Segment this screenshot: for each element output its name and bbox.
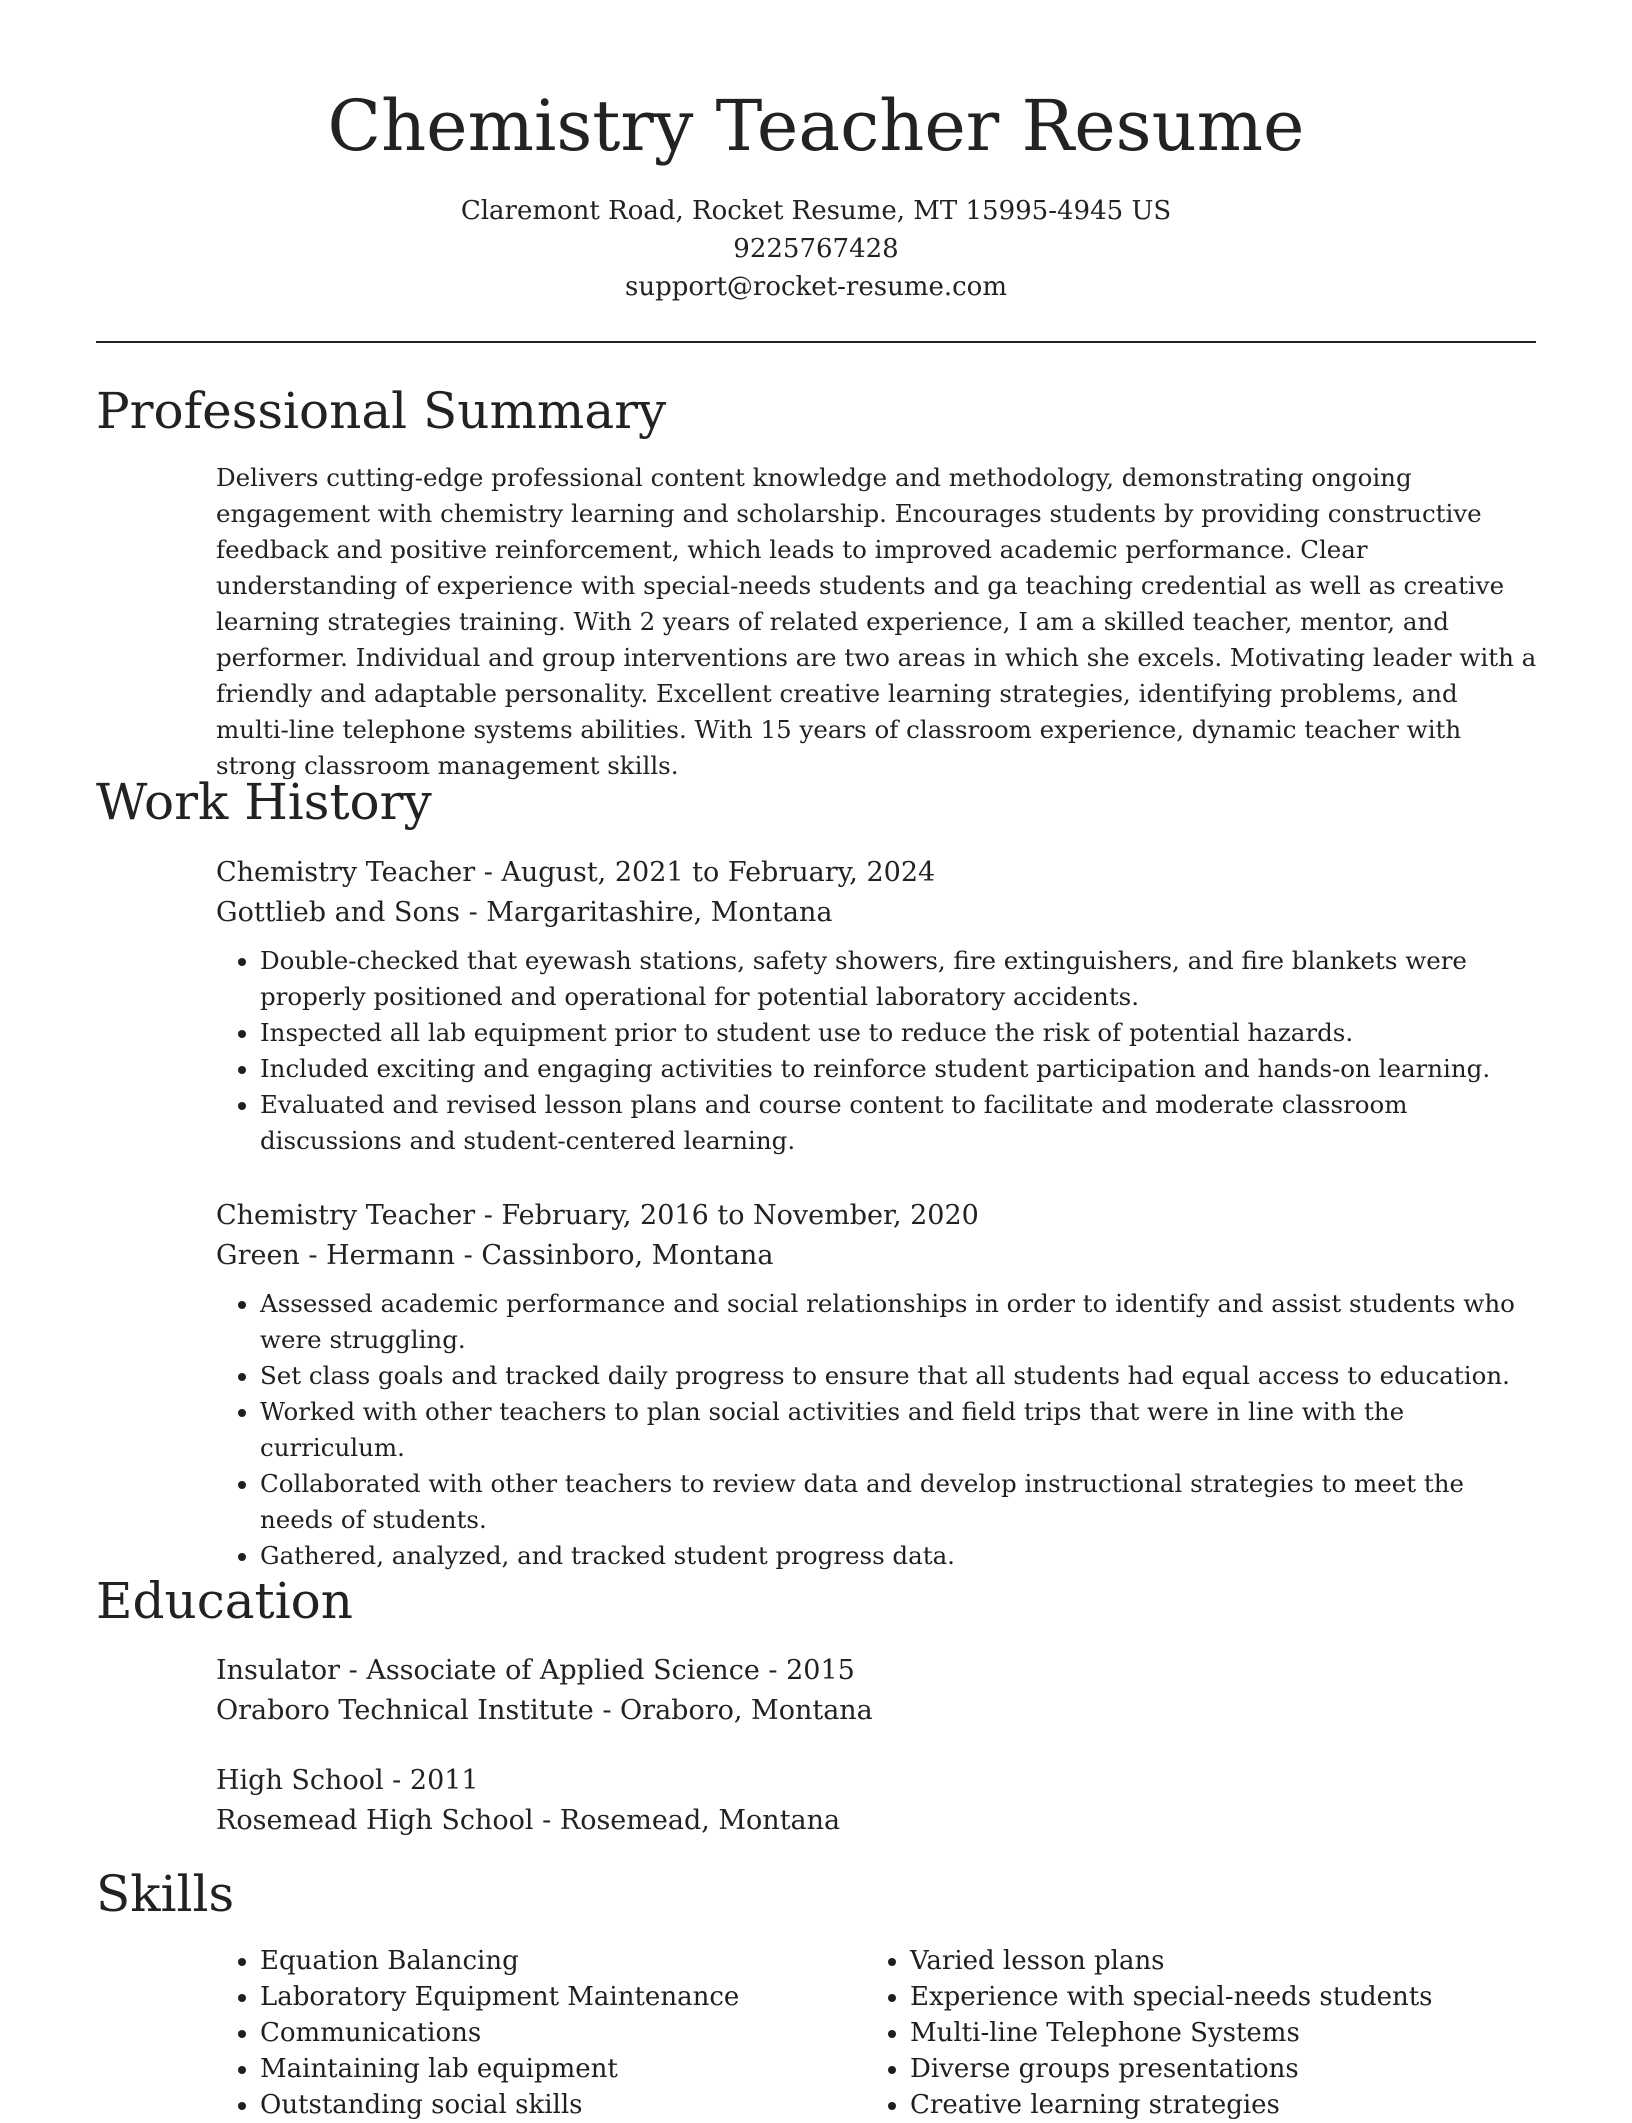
job-company: Green - Hermann [216,1240,456,1271]
section-heading-work: Work History [96,773,432,831]
job-location: Cassinboro, Montana [481,1240,774,1271]
education-school-line: Oraboro Technical Institute - Oraboro, Montana [216,1695,873,1726]
job-dates: August, 2021 to February, 2024 [501,857,936,888]
job-bullet: • Evaluated and revised lesson plans and course content to facilitate and moderate classroom discussions and student-centered learning. [260,1087,1538,1159]
skill-item: • Equation Balancing [260,1943,856,1979]
skills-column-right [866,1943,1506,2123]
education-school: Rosemead High School [216,1805,534,1836]
resume-title: Chemistry Teacher Resume [327,85,1305,167]
section-heading-summary: Professional Summary [96,382,667,440]
job-bullet: • Inspected all lab equipment prior to student use to reduce the risk of potential hazards. [260,1015,1538,1051]
education-degree: Insulator - Associate of Applied Science [216,1655,760,1686]
section-heading-education: Education [96,1572,353,1630]
skill-item: • Diverse groups presentations [910,2051,1506,2087]
summary-text: Delivers cutting-edge professional content knowledge and methodology, demonstrating ongoing engagement with chemistry learning and scholarship. Encourages students by providing constructive feedback and positive reinforcement, which leads to improved academic performance. Clear understanding of experience with special-needs students and ga teaching credential as well as creative learning strategies training. With 2 years of related experience, I am a skilled teacher, mentor, and performer. Individual and group interventions are two areas in which she excels. Motivating leader with a friendly and adaptable personality. Excellent creative learning strategies, identifying problems, and multi-line telephone systems abilities. With 15 years of classroom experience, dynamic teacher with strong classroom management skills. [216,463,1537,780]
skill-item: • Outstanding social skills [260,2087,856,2123]
education-degree-line: Insulator - Associate of Applied Science - 2015 [216,1655,855,1686]
job-location: Margaritashire, Montana [486,897,833,928]
job-bullet: • Worked with other teachers to plan social activities and field trips that were in line with the curriculum. [260,1394,1538,1466]
education-entry [216,1651,1538,1731]
job-title-line: Chemistry Teacher - August, 2021 to February, 2024 [216,857,936,888]
education-location: Oraboro, Montana [620,1695,873,1726]
job-entry [216,853,1538,1159]
skill-item: • Multi-line Telephone Systems [910,2015,1506,2051]
skill-item: • Creative learning strategies [910,2087,1506,2123]
education-entry [216,1761,1538,1841]
job-company-line: Green - Hermann - Cassinboro, Montana [216,1240,774,1271]
job-company: Gottlieb and Sons [216,897,460,928]
header-divider [96,341,1536,343]
job-bullet: • Set class goals and tracked daily progress to ensure that all students had equal access to education. [260,1358,1538,1394]
contact-email: support@rocket-resume.com [624,272,1007,302]
job-entry [216,1196,1538,1574]
contact-block [96,192,1536,306]
job-bullet: • Collaborated with other teachers to review data and develop instructional strategies to meet the needs of students. [260,1466,1538,1538]
job-bullet: • Double-checked that eyewash stations, safety showers, fire extinguishers, and fire blankets were properly positioned and operational for potential laboratory accidents. [260,943,1538,1015]
education-degree: High School [216,1765,384,1796]
job-bullet: • Gathered, analyzed, and tracked student progress data. [260,1538,1538,1574]
skill-item: • Varied lesson plans [910,1943,1506,1979]
education-degree-line: High School - 2011 [216,1765,479,1796]
contact-address: Claremont Road, Rocket Resume, MT 15995-4945 US [460,196,1172,226]
resume-header [96,84,1536,306]
job-title-line: Chemistry Teacher - February, 2016 to November, 2020 [216,1200,979,1231]
job-bullets [216,943,1538,1159]
job-title: Chemistry Teacher [216,857,476,888]
education-school-line: Rosemead High School - Rosemead, Montana [216,1805,841,1836]
section-heading-skills: Skills [96,1865,235,1923]
education-school: Oraboro Technical Institute [216,1695,594,1726]
job-title: Chemistry Teacher [216,1200,476,1231]
job-bullets [216,1286,1538,1574]
skills-list [866,1943,1506,2123]
contact-phone: 9225767428 [733,234,899,264]
education-year: 2011 [409,1765,479,1796]
skill-item: • Maintaining lab equipment [260,2051,856,2087]
job-dates: February, 2016 to November, 2020 [501,1200,979,1231]
skills-list [216,1943,856,2123]
education-location: Rosemead, Montana [559,1805,841,1836]
job-bullet: • Assessed academic performance and social relationships in order to identify and assist students who were struggling. [260,1286,1538,1358]
education-year: 2015 [786,1655,855,1686]
job-company-line: Gottlieb and Sons - Margaritashire, Montana [216,897,833,928]
skill-item: • Laboratory Equipment Maintenance [260,1979,856,2015]
job-bullet: • Included exciting and engaging activities to reinforce student participation and hands-on learning. [260,1051,1538,1087]
skills-column-left [216,1943,856,2123]
skill-item: • Communications [260,2015,856,2051]
skill-item: • Experience with special-needs students [910,1979,1506,2015]
